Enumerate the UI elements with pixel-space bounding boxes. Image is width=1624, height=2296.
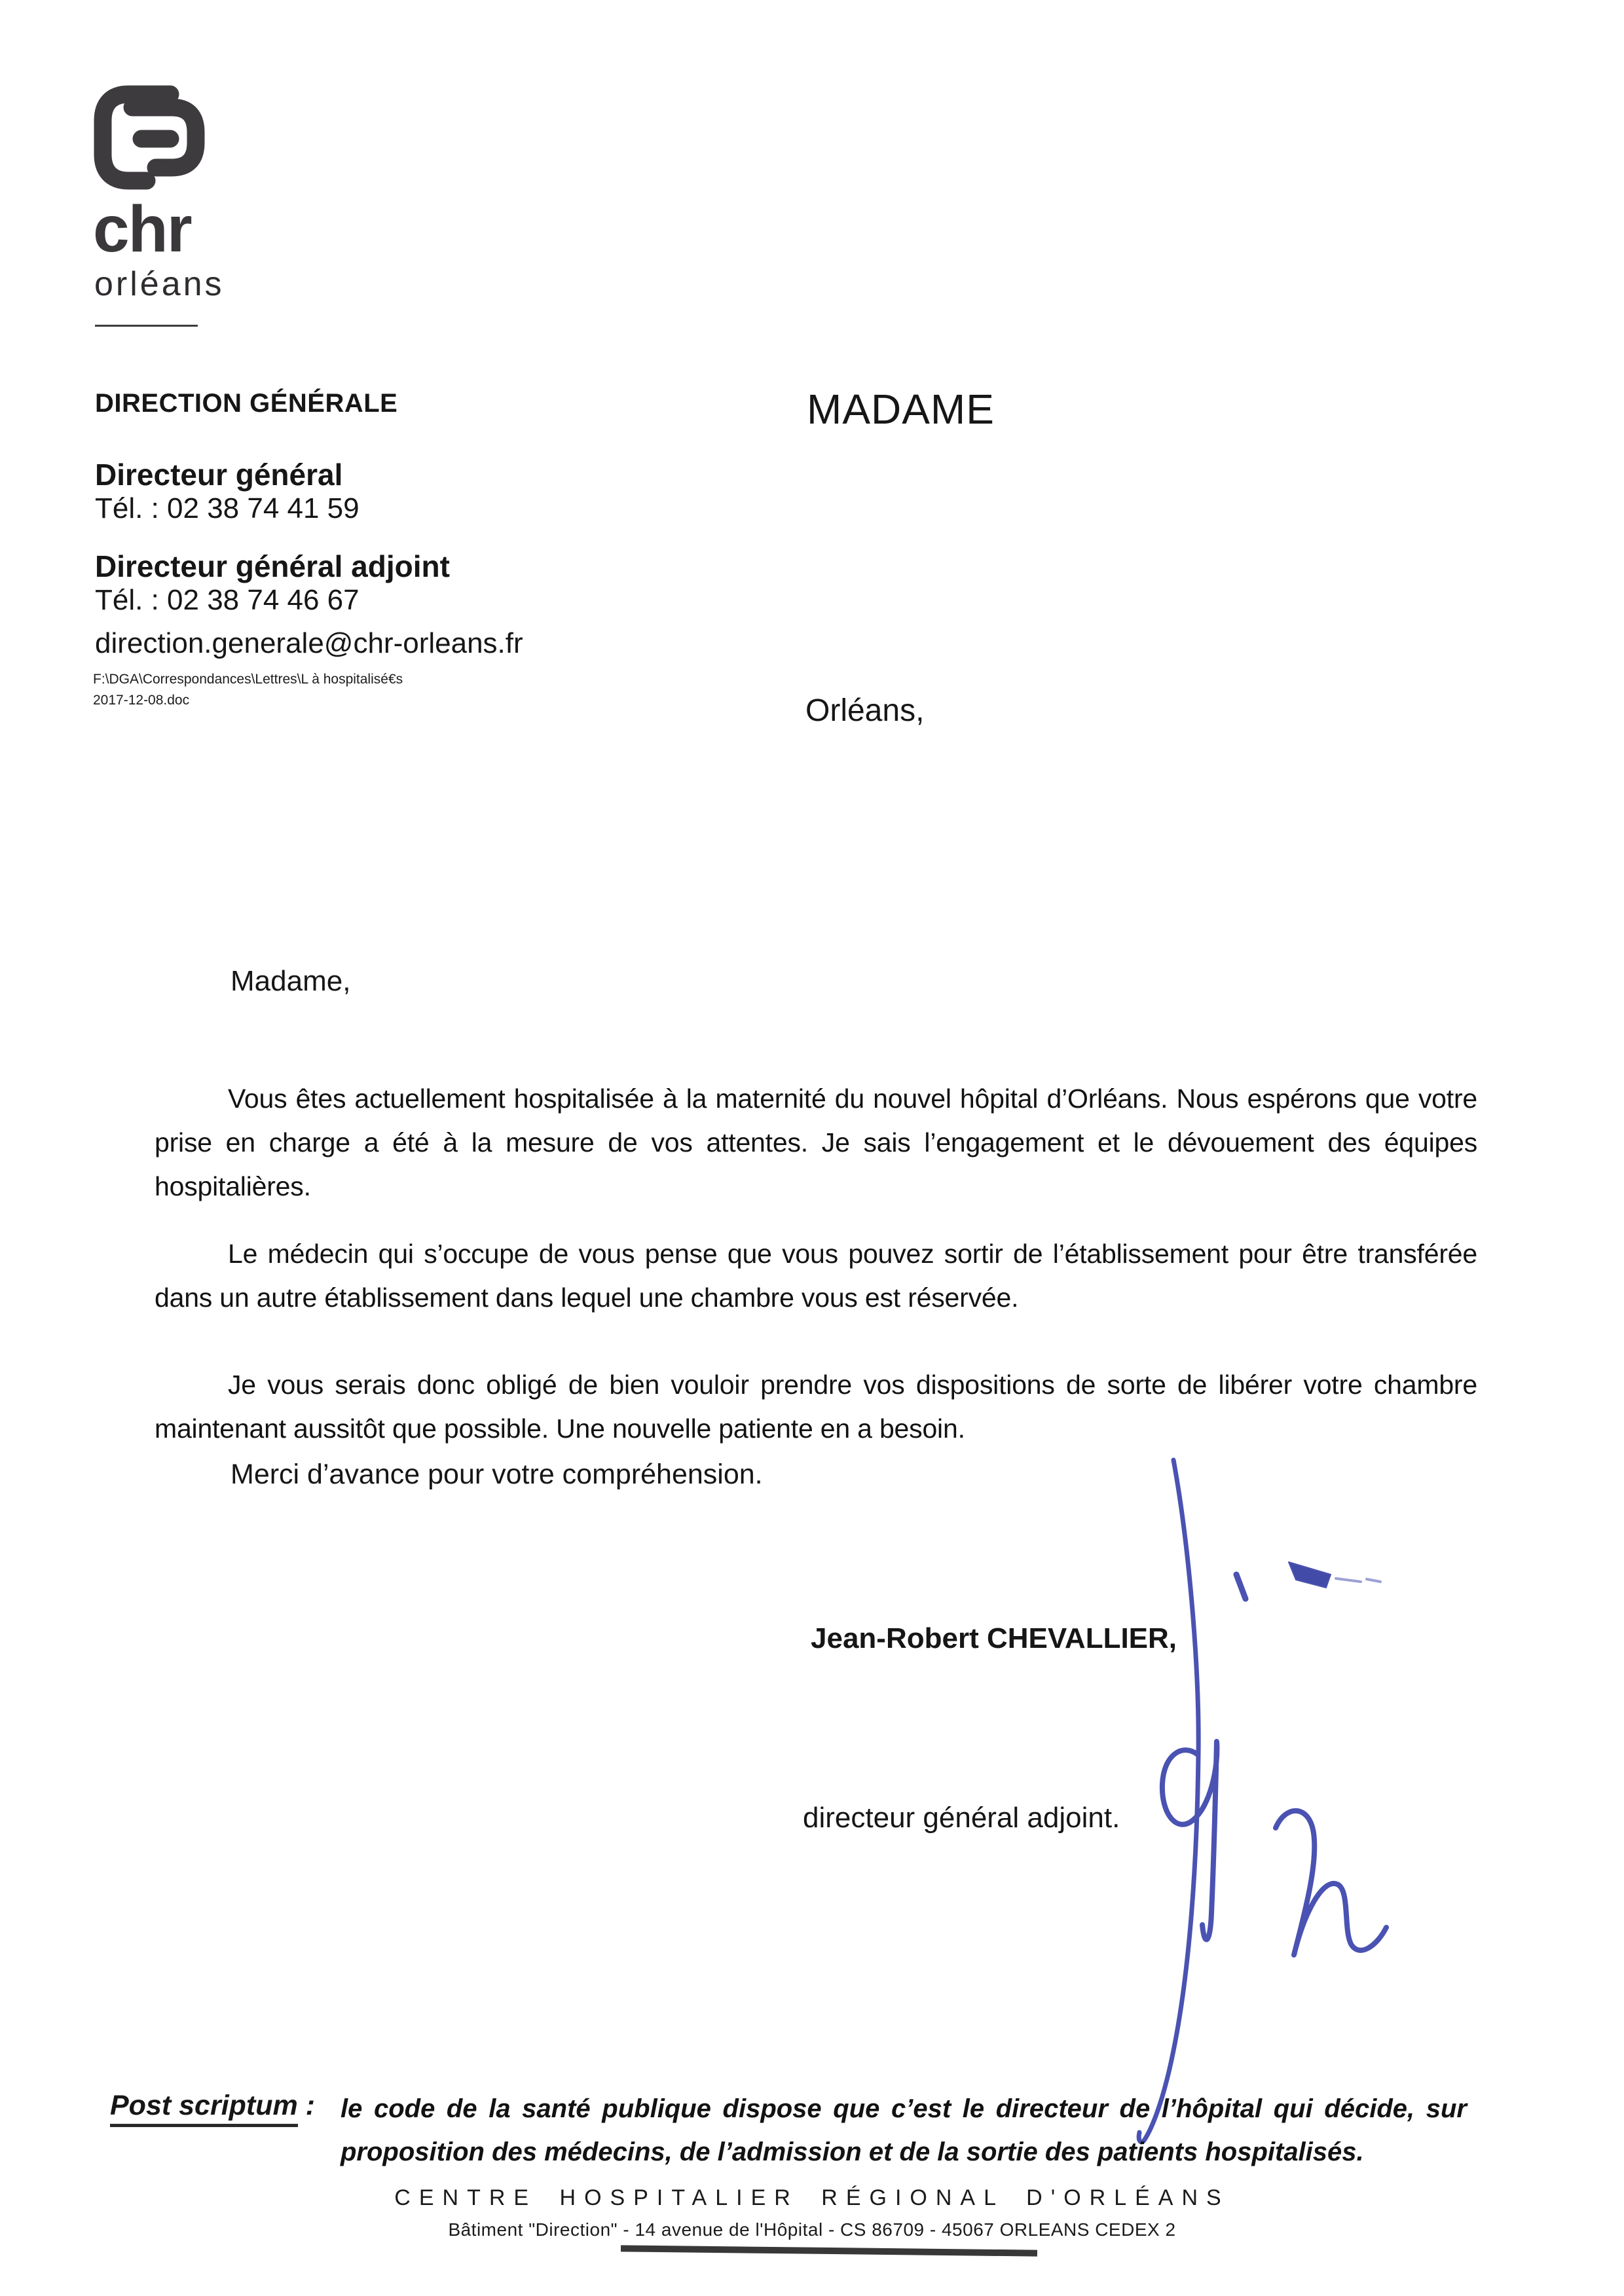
contact-phone-dg: Tél. : 02 38 74 41 59 [95, 492, 360, 524]
paragraph-2-text: Le médecin qui s’occupe de vous pense que vous pouvez sortir de l’établissement pour être transférée dans un autre établissement dans lequel une chambre vous est réservée. [155, 1239, 1477, 1313]
recipient-name: MADAME [807, 386, 995, 433]
contact-title-dg: Directeur général [95, 458, 343, 492]
paragraph-1 [155, 1077, 1477, 1209]
contact-email: direction.generale@chr-orleans.fr [95, 627, 523, 659]
dateline-city: Orléans, [805, 693, 925, 728]
logo-acronym: chr [93, 192, 191, 266]
contact-phone-dga: Tél. : 02 38 74 46 67 [95, 584, 360, 616]
file-reference [93, 669, 403, 711]
footer-address: Bâtiment "Direction" - 14 avenue de l'Hôpital - CS 86709 - 45067 ORLEANS CEDEX 2 [448, 2219, 1176, 2240]
paragraph-3-text: Je vous serais donc obligé de bien vouloir prendre vos dispositions de sorte de libérer votre chambre maintenant aussitôt que possible. Une nouvelle patiente en a besoin. [155, 1370, 1477, 1444]
letterhead-divider [95, 325, 198, 327]
signatory-name: Jean-Robert CHEVALLIER, [811, 1622, 1177, 1654]
file-reference-path: F:\DGA\Correspondances\Lettres\L à hospitalisé€s [93, 672, 403, 687]
file-reference-filename: 2017-12-08.doc [93, 693, 190, 708]
post-scriptum-label-text: Post scriptum [110, 2090, 298, 2127]
handwritten-signature-icon [1100, 1447, 1441, 2167]
post-scriptum-label [110, 2090, 315, 2122]
salutation: Madame, [231, 965, 351, 997]
chr-orleans-logo-icon [93, 77, 206, 195]
paragraph-2 [155, 1232, 1477, 1320]
paragraph-3 [155, 1363, 1477, 1451]
footer-organization: CENTRE HOSPITALIER RÉGIONAL D'ORLÉANS [394, 2185, 1230, 2210]
paragraph-1-text: Vous êtes actuellement hospitalisée à la maternité du nouvel hôpital d’Orléans. Nous espérons que votre prise en charge a été à la mesure de vos attentes. Je sais l’engagement et le dévouement des équipes hospitalières. [155, 1084, 1477, 1201]
post-scriptum-colon: : [297, 2090, 316, 2121]
closing-line: Merci d’avance pour votre compréhension. [231, 1459, 763, 1490]
department-title: DIRECTION GÉNÉRALE [95, 389, 398, 418]
contact-title-dga: Directeur général adjoint [95, 549, 450, 583]
signatory-title: directeur général adjoint. [803, 1802, 1120, 1834]
post-scriptum-text: le code de la santé publique dispose que c’est le directeur de l’hôpital qui décide, sur proposition des médecins, de l’admission et de la sortie des patients hospitalisés. [341, 2094, 1467, 2166]
logo-city: orléans [94, 265, 225, 303]
footer-bar [621, 2245, 1037, 2256]
